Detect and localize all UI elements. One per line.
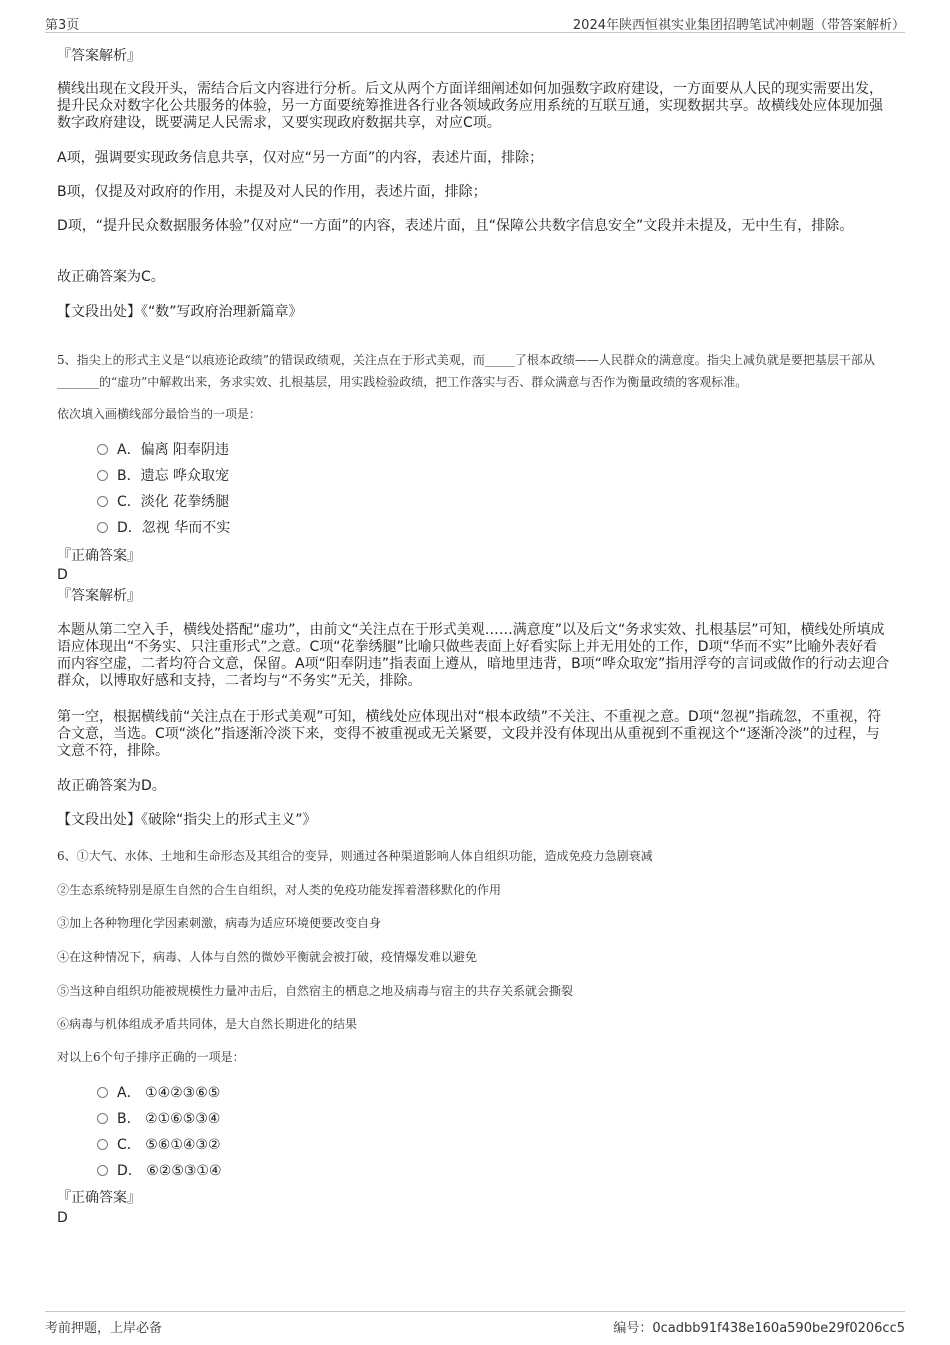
page-header [45,12,905,33]
q4-source: 【文段出处】《“数”写政府治理新篇章》 [57,304,303,320]
q6-sentence-4: ④在这种情况下，病毒、人体与自然的微妙平衡就会被打破，疫情爆发难以避免 [57,950,478,964]
q6-sentence-5: ⑤当这种自组织功能被规模性力量冲击后，自然宿主的栖息之地及病毒与宿主的共存关系就会撕裂 [57,984,574,998]
q5-stem: 5、指尖上的形式主义是“以痕迹论政绩”的错误政绩观，关注点在于形式美观，而_____了根本政绩——人民群众的满意度。指尖上减负就是要把基层干部从_______的“虚功”中解救出来，务求实效、扎根基层，用实践检验政绩，把工作落实与否、群众满意与否作为衡量政绩的客观标准。 [57,353,875,389]
radio-icon[interactable] [97,1165,108,1176]
q5-conclusion: 故正确答案为D。 [57,778,166,794]
q5-option-a[interactable]: A．偏离 阳奉阴违 [97,437,230,463]
document-title: 2024年陕西恒祺实业集团招聘笔试冲刺题（带答案解析） [572,18,905,33]
q5-prompt: 依次填入画横线部分最恰当的一项是： [57,407,262,421]
page-footer [45,1311,905,1338]
radio-icon[interactable] [97,1139,108,1150]
q6-answer: D [57,1210,68,1226]
q4-option-d-analysis: D项，“提升民众数据服务体验”仅对应“一方面”的内容，表述片面，且“保障公共数字信息安全”文段并未提及，无中生有，排除。 [57,218,854,234]
q6-answer-label: 『正确答案』 [57,1190,141,1206]
q6-options [97,1080,222,1184]
radio-icon[interactable] [97,1087,108,1098]
page-number: 第3页 [45,18,80,33]
q6-sentence-1: 6、①大气、水体、土地和生命形态及其组合的变异，则通过各种渠道影响人体自组织功能，造成免疫力急剧衰减 [57,849,653,863]
q5-analysis-paragraph-1: 本题从第二空入手，横线处搭配“虚功”，由前文“关注点在于形式美观……满意度”以及后文“务求实效、扎根基层”可知，横线处所填成语应体现出“不务实、只注重形式”之意。C项“花拳绣腿”比喻只做些表面上好看实际上并无用处的工作，D项“华而不实”比喻外表好看而内容空虚，二者均符合文意，保留。A项“阳奉阴违”指表面上遵从，暗地里违背，B项“哗众取宠”指用浮夸的言词或做作的行动去迎合群众，以博取好感和支持，二者均与“不务实”无关，排除。 [57,622,890,689]
radio-icon[interactable] [97,470,108,481]
q5-option-d[interactable]: D．忽视 华而不实 [97,515,230,541]
q5-analysis-paragraph-2: 第一空，根据横线前“关注点在于形式美观”可知，横线处应体现出对“根本政绩”不关注、不重视之意。D项“忽视”指疏忽，不重视，符合文意，当选。C项“淡化”指逐渐冷淡下来，变得不被重视或无关紧要，文段并没有体现出从重视到不重视这个“逐渐冷淡”的过程，与文意不符，排除。 [57,709,882,759]
radio-icon[interactable] [97,496,108,507]
q6-option-c[interactable]: C． ⑤⑥①④③② [97,1132,222,1158]
document-id: 编号：0cadbb91f438e160a590be29f0206cc5 [613,1321,905,1336]
q6-option-b[interactable]: B． ②①⑥⑤③④ [97,1106,222,1132]
q5-options [97,437,230,541]
q6-option-a[interactable]: A． ①④②③⑥⑤ [97,1080,222,1106]
q5-analysis-label: 『答案解析』 [57,588,141,604]
q6-sentence-2: ②生态系统特别是原生自然的合生自组织，对人类的免疫功能发挥着潜移默化的作用 [57,883,502,897]
q4-analysis-label: 『答案解析』 [57,48,141,64]
q5-answer-label: 『正确答案』 [57,548,141,564]
q5-answer: D [57,567,68,583]
radio-icon[interactable] [97,444,108,455]
q4-option-b-analysis: B项，仅提及对政府的作用，未提及对人民的作用，表述片面，排除； [57,184,487,200]
q4-option-a-analysis: A项，强调要实现政务信息共享，仅对应“另一方面”的内容，表述片面，排除； [57,150,544,166]
q5-option-c[interactable]: C．淡化 花拳绣腿 [97,489,230,515]
q4-conclusion: 故正确答案为C。 [57,269,165,285]
q4-analysis-paragraph: 横线出现在文段开头，需结合后文内容进行分析。后文从两个方面详细阐述如何加强数字政府建设，一方面要从人民的现实需要出发，提升民众对数字化公共服务的体验，另一方面要统筹推进各行业各领域政务应用系统的互联互通，实现数据共享。故横线处应体现加强数字政府建设，既要满足人民需求，又要实现政府数据共享，对应C项。 [57,81,883,131]
q5-source: 【文段出处】《破除“指尖上的形式主义”》 [57,812,317,828]
radio-icon[interactable] [97,1113,108,1124]
footer-slogan: 考前押题，上岸必备 [45,1321,163,1336]
q6-option-d[interactable]: D． ⑥②⑤③①④ [97,1158,222,1184]
q6-sentence-3: ③加上各种物理化学因素刺激，病毒为适应环境便要改变自身 [57,916,382,930]
q5-option-b[interactable]: B．遗忘 哗众取宠 [97,463,230,489]
radio-icon[interactable] [97,522,108,533]
q6-prompt: 对以上6个句子排序正确的一项是： [57,1050,245,1064]
q6-sentence-6: ⑥病毒与机体组成矛盾共同体，是大自然长期进化的结果 [57,1017,358,1031]
